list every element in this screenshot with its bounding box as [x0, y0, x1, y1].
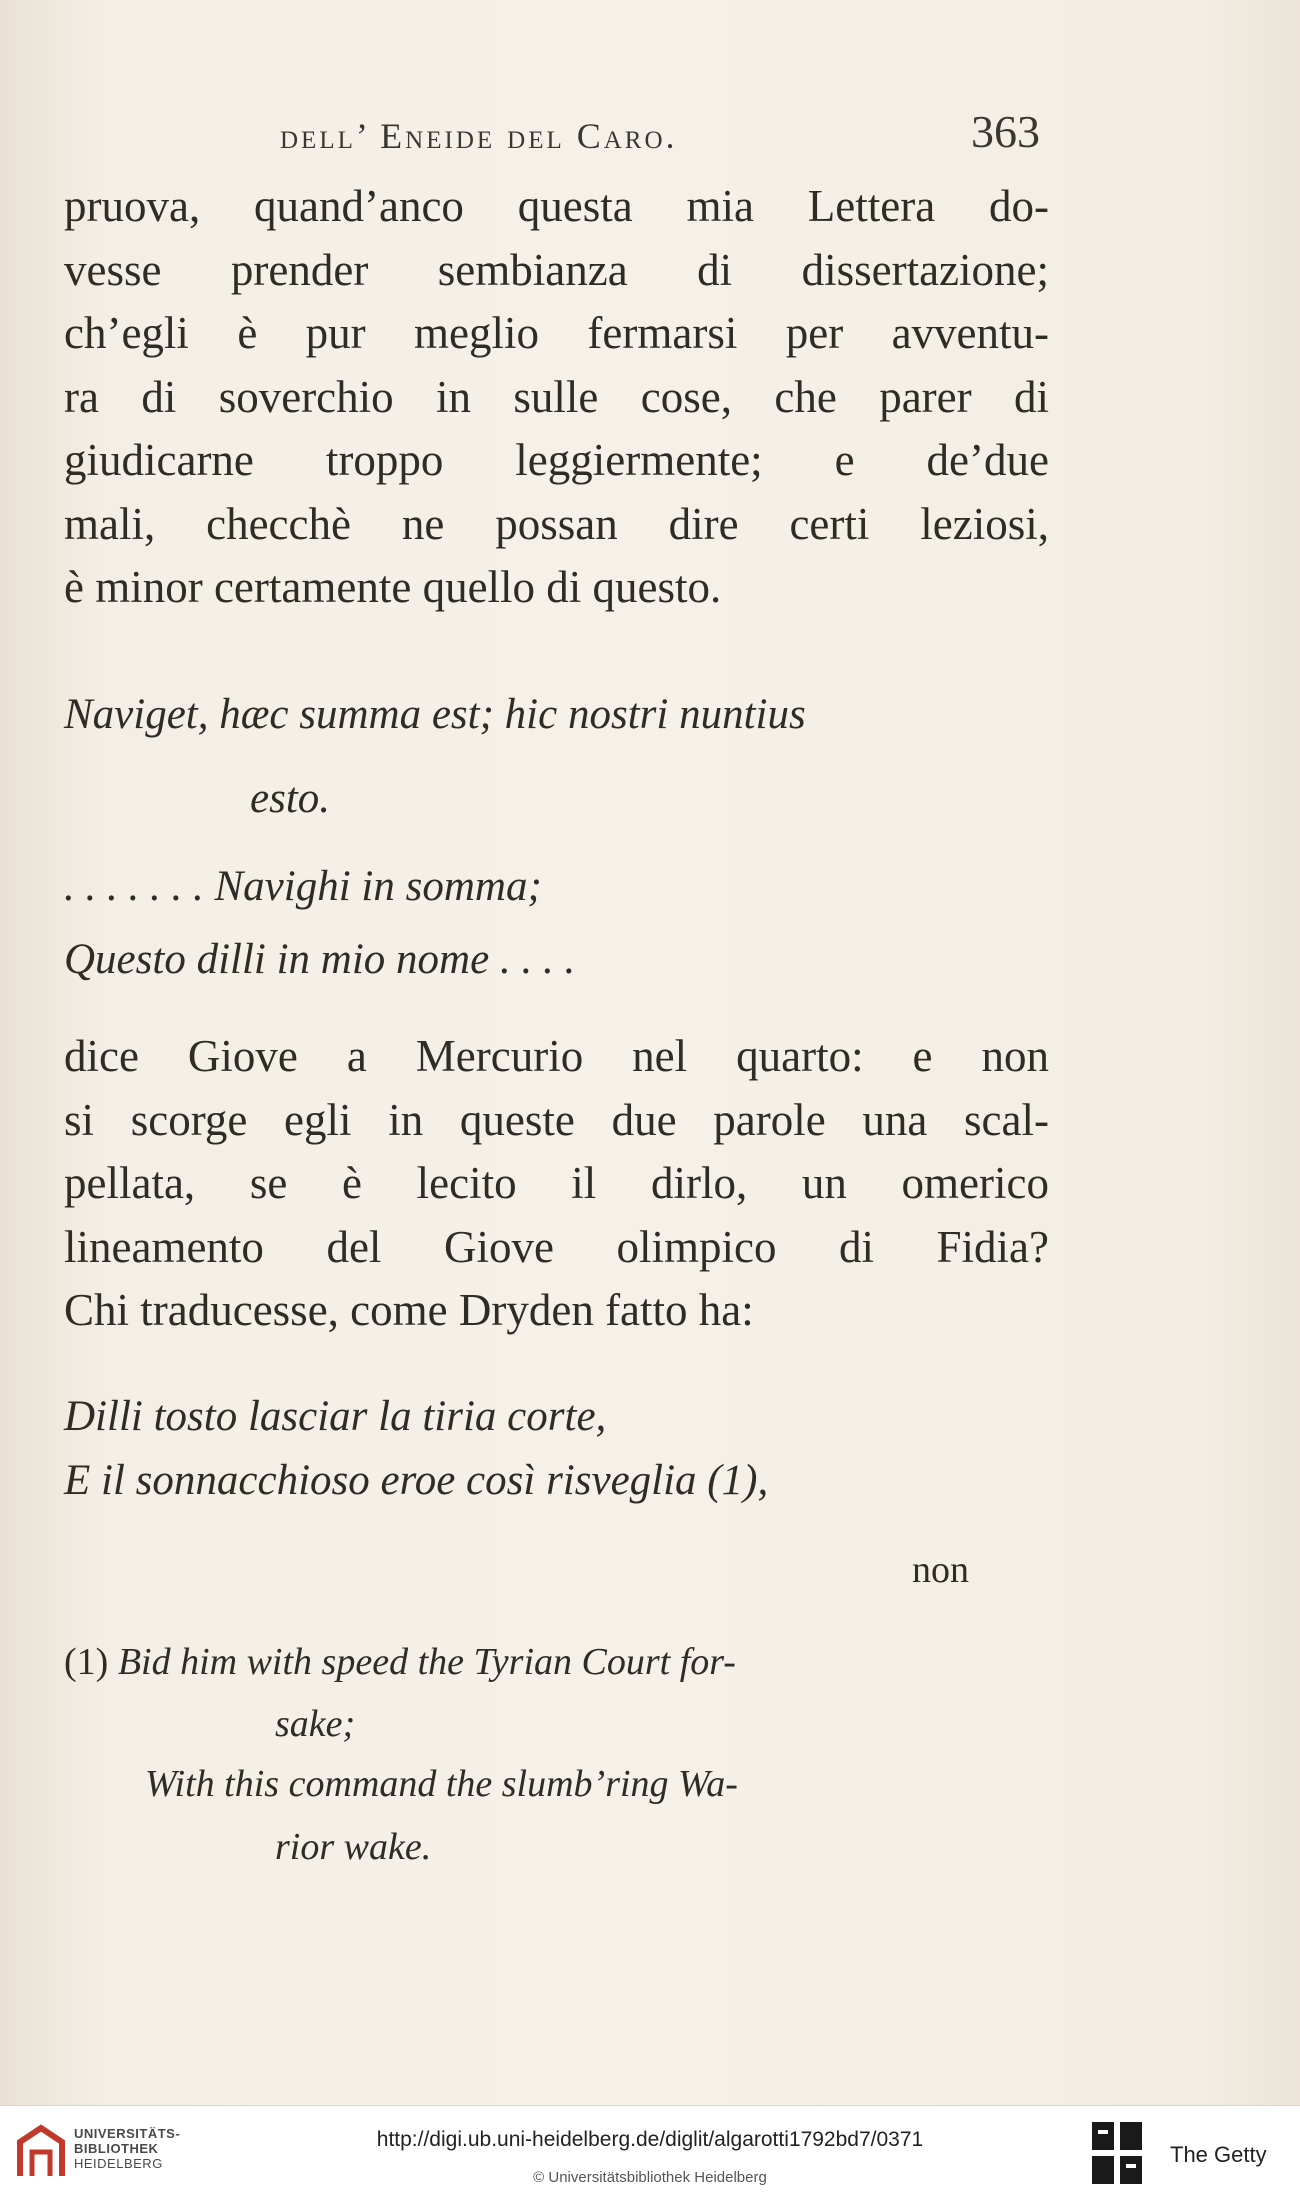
- running-head: dell’ Eneide del Caro.: [280, 116, 678, 156]
- text-line: pruova, quand’anco questa mia Lettera do-: [64, 181, 1049, 231]
- text-line: lineamento del Giove olimpico di Fidia?: [64, 1221, 1049, 1272]
- getty-logo-icon: [1090, 2120, 1146, 2186]
- italian-quote-line-2: Questo dilli in mio nome . . . .: [64, 936, 576, 983]
- latin-quote-line-2: esto.: [250, 775, 331, 822]
- latin-quote-line-1: Naviget, hæc summa est; hic nostri nuntius: [64, 691, 806, 738]
- paragraph-2: [64, 1025, 1049, 1343]
- footnote-text: Bid him with speed the Tyrian Court for-: [117, 1641, 736, 1683]
- verse-line-2: E il sonnacchioso eroe così risveglia (1),: [64, 1457, 769, 1504]
- catchword: non: [912, 1549, 969, 1591]
- institution-name: [74, 2126, 180, 2171]
- verse-line-1: Dilli tosto lasciar la tiria corte,: [64, 1393, 607, 1440]
- footnote-line-1: [64, 1640, 1064, 1684]
- text-line: pellata, se è lecito il dirlo, un omerico: [64, 1158, 1049, 1208]
- institution-line: BIBLIOTHEK: [74, 2141, 159, 2156]
- text-line: giudicarne troppo leggiermente; e de’due: [64, 435, 1049, 485]
- institution-line: HEIDELBERG: [74, 2156, 163, 2171]
- copyright-notice: © Universitätsbibliothek Heidelberg: [533, 2169, 767, 2186]
- text-line: vesse prender sembianza di dissertazione;: [64, 244, 1049, 295]
- text-line: ch’egli è pur meglio fermarsi per avventu-: [64, 308, 1049, 358]
- footnote-line-3: With this command the slumb’ring Wa-: [145, 1763, 738, 1805]
- viewer-footer: [0, 2105, 1300, 2201]
- partner-name: The Getty: [1170, 2142, 1267, 2167]
- text-line: mali, checchè ne possan dire certi leziosi,: [64, 498, 1049, 549]
- permalink-url[interactable]: http://digi.ub.uni-heidelberg.de/diglit/algarotti1792bd7/0371: [376, 2128, 924, 2151]
- text-line: è minor certamente quello di questo.: [64, 562, 722, 612]
- page-number: 363: [971, 106, 1040, 157]
- footnote-marker: (1): [64, 1641, 109, 1683]
- text-line: si scorge egli in queste due parole una scal-: [64, 1094, 1049, 1145]
- paragraph-1: [64, 175, 1049, 620]
- text-line: dice Giove a Mercurio nel quarto: e non: [64, 1031, 1049, 1081]
- institution-line: UNIVERSITÄTS-: [74, 2126, 181, 2141]
- footnote-line-4: rior wake.: [275, 1826, 432, 1868]
- university-library-logo-icon: [10, 2120, 72, 2186]
- text-line: Chi traducesse, come Dryden fatto ha:: [64, 1285, 754, 1335]
- italian-quote-line-1: . . . . . . . Navighi in somma;: [64, 863, 542, 910]
- footnote-line-2: sake;: [275, 1703, 356, 1745]
- page-header: [280, 105, 1040, 165]
- text-line: ra di soverchio in sulle cose, che parer di: [64, 371, 1049, 422]
